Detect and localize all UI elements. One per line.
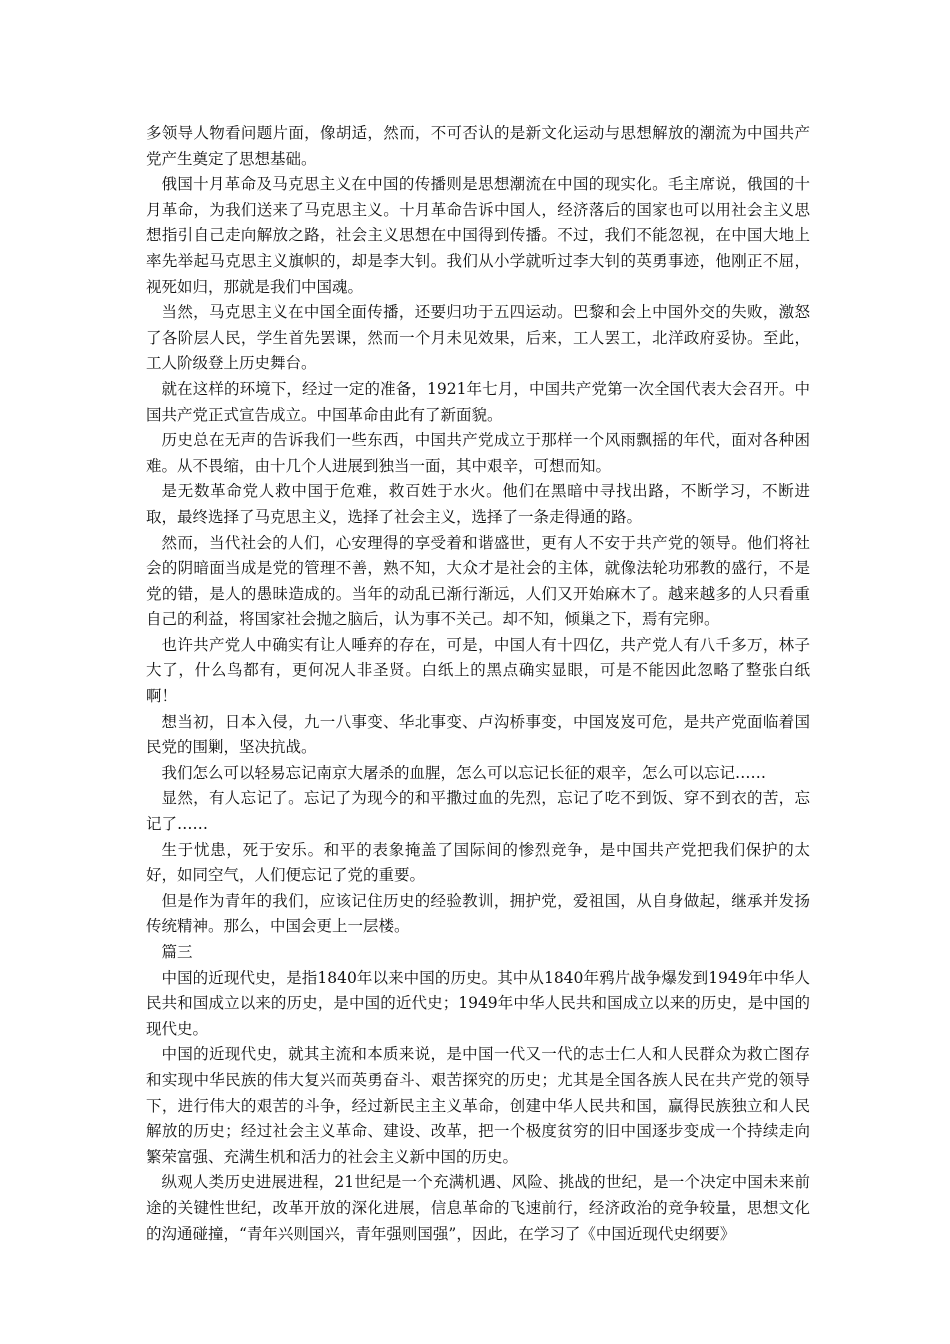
paragraph: 俄国十月革命及马克思主义在中国的传播则是思想潮流在中国的现实化。毛主席说，俄国的十月革命，为我们送来了马克思主义。十月革命告诉中国人，经济落后的国家也可以用社会主义思想指引自己走向解放之路，社会主义思想在中国得到传播。不过，我们不能忽视，在中国大地上率先举起马克思主义旗帜的，却是李大钊。我们从小学就听过李大钊的英勇事迹，他刚正不屈，视死如归，那就是我们中国魂。: [146, 175, 810, 296]
paragraph: 想当初，日本入侵，九一八事变、华北事变、卢沟桥事变，中国岌岌可危，是共产党面临着国民党的围剿，坚决抗战。: [146, 712, 810, 757]
paragraph: 中国的近现代史，就其主流和本质来说，是中国一代又一代的志士仁人和人民群众为救亡图存和实现中华民族的伟大复兴而英勇奋斗、艰苦探究的历史；尤其是全国各族人民在共产党的领导下，进行伟大的艰苦的斗争，经过新民主主义革命，创建中华人民共和国，赢得民族独立和人民解放的历史；经过社会主义革命、建设、改革，把一个极度贫穷的旧中国逐步变成一个持续走向繁荣富强、充满生机和活力的社会主义新中国的历史。: [146, 1045, 810, 1166]
paragraph: 也许共产党人中确实有让人唾弃的存在，可是，中国人有十四亿，共产党人有八千多万，林子大了，什么鸟都有，更何况人非圣贤。白纸上的黑点确实显眼，可是不能因此忽略了整张白纸啊！: [146, 635, 810, 706]
paragraph: 纵观人类历史进展进程，21世纪是一个充满机遇、风险、挑战的世纪，是一个决定中国未来前途的关键性世纪，改革开放的深化进展，信息革命的飞速前行，经济政治的竞争较量，思想文化的沟通碰撞，“青年兴则国兴，青年强则国强”，因此，在学习了《中国近现代史纲要》: [146, 1173, 810, 1243]
paragraph: 我们怎么可以轻易忘记南京大屠杀的血腥，怎么可以忘记长征的艰辛，怎么可以忘记……: [161, 763, 767, 782]
paragraph: 当然，马克思主义在中国全面传播，还要归功于五四运动。巴黎和会上中国外交的失败，激怒了各阶层人民，学生首先罢课，然而一个月未见效果，后来，工人罢工，北洋政府妥协。至此，工人阶级登上历史舞台。: [146, 303, 810, 373]
paragraph: 历史总在无声的告诉我们一些东西，中国共产党成立于那样一个风雨飘摇的年代，面对各种困难。从不畏缩，由十几个人进展到独当一面，其中艰辛，可想而知。: [146, 431, 810, 475]
paragraph: 多领导人物看问题片面，像胡适，然而，不可否认的是新文化运动与思想解放的潮流为中国共产党产生奠定了思想基础。: [146, 124, 810, 168]
paragraph: 但是作为青年的我们，应该记住历史的经验教训，拥护党，爱祖国，从自身做起，继承并发扬传统精神。那么，中国会更上一层楼。: [146, 891, 810, 936]
paragraph: 中国的近现代史，是指1840年以来中国的历史。其中从1840年鸦片战争爆发到1949年中华人民共和国成立以来的历史，是中国的近代史；1949年中华人民共和国成立以来的历史，是中国的现代史。: [146, 968, 810, 1038]
body-text: [146, 121, 810, 1247]
paragraph: 生于忧患，死于安乐。和平的表象掩盖了国际间的惨烈竞争，是中国共产党把我们保护的太好，如同空气，人们便忘记了党的重要。: [146, 840, 810, 885]
paragraph: 显然，有人忘记了。忘记了为现今的和平撒过血的先烈，忘记了吃不到饭、穿不到衣的苦，忘记了……: [146, 789, 810, 834]
paragraph: 就在这样的环境下，经过一定的准备，1921年七月，中国共产党第一次全国代表大会召开。中国共产党正式宣告成立。中国革命由此有了新面貌。: [146, 379, 810, 424]
section-heading: 篇三: [161, 943, 193, 961]
paragraph: 然而，当代社会的人们，心安理得的享受着和谐盛世，更有人不安于共产党的领导。他们将社会的阴暗面当成是党的管理不善，熟不知，大众才是社会的主体，就像法轮功邪教的盛行，不是党的错，是人的愚昧造成的。当年的动乱已渐行渐远，人们又开始麻木了。越来越多的人只看重自己的利益，将国家社会抛之脑后，认为事不关己。却不知，倾巢之下，焉有完卵。: [146, 533, 810, 629]
paragraph: 是无数革命党人救中国于危难，救百姓于水火。他们在黑暗中寻找出路，不断学习，不断进取，最终选择了马克思主义，选择了社会主义，选择了一条走得通的路。: [146, 482, 810, 526]
